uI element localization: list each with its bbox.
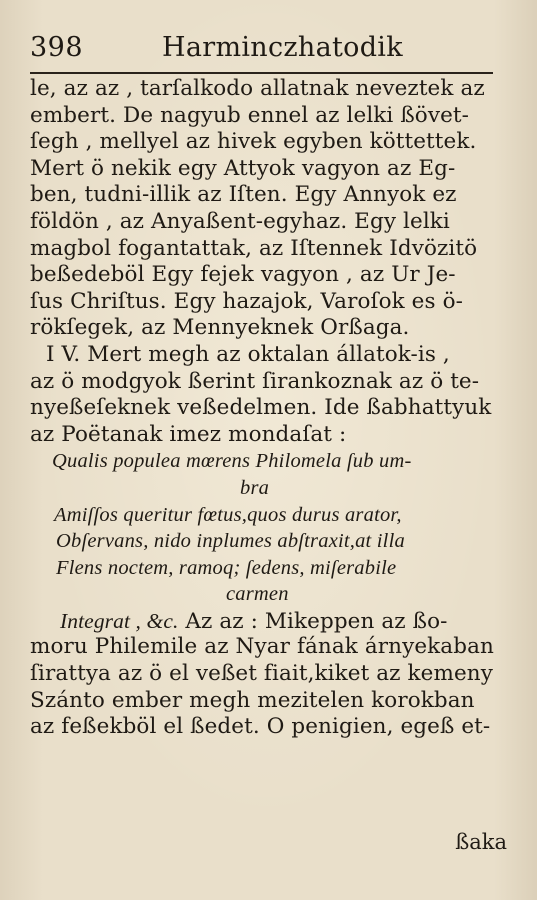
text-line: le, az az , tarſalkodo allatnak neveztek az <box>30 76 485 101</box>
text-run: Az az : Mikeppen az ßo- <box>178 608 448 634</box>
text-line: ſegh , mellyel az hivek egyben köttettek. <box>30 129 477 155</box>
header-rule <box>30 72 493 74</box>
text-line: Szánto ember megh mezitelen korokban <box>30 687 475 713</box>
text-line: ſirattya az ö el veßet fiait,kiket az kemeny <box>30 661 493 687</box>
text-line: az feßekböl el ßedet. O penigien, egeß et- <box>30 714 491 740</box>
text-line: I V. Mert megh az oktalan állatok-is , <box>46 341 450 367</box>
body-text <box>30 76 500 741</box>
text-line: ſus Chriſtus. Egy hazajok, Varoſok es ö- <box>30 288 463 314</box>
text-line: Mert ö nekik egy Attyok vagyon az Eg- <box>30 155 456 181</box>
verse-tag: Integrat , &c. <box>60 608 179 633</box>
verse-line: Amiſſos queritur fœtus,quos durus arator, <box>54 503 402 526</box>
text-line: magbol fogantattak, az Iſtennek Idvözitö <box>30 235 478 261</box>
running-head: Harminczhatodik <box>162 32 403 63</box>
verse-line: bra <box>240 476 270 499</box>
verse-line: Qualis populea mœrens Philomela ſub um- <box>52 450 412 473</box>
catchword: ßaka <box>455 830 507 854</box>
verse-line: Obſervans, nido inplumes abſtraxit,at illa <box>56 530 405 553</box>
text-line: az ö modgyok ßerint ſirankoznak az ö te- <box>30 368 480 394</box>
verse-line: carmen <box>226 583 289 606</box>
verse-line: Flens noctem, ramoq; ſedens, miſerabile <box>56 556 397 579</box>
text-line: moru Philemile az Nyar fának árnyekaban <box>30 634 494 660</box>
text-line: ben, tudni-illik az Iſten. Egy Annyok ez <box>30 182 457 208</box>
text-line: nyeßeſeknek veßedelmen. Ide ßabhattyuk <box>30 395 492 421</box>
text-line: földön , az Anyaßent-egyhaz. Egy lelki <box>30 208 450 234</box>
text-line: rökſegek, az Mennyeknek Orßaga. <box>30 315 410 341</box>
text-line: embert. De nagyub ennel az lelki ßövet- <box>30 102 470 128</box>
text-line <box>30 608 500 635</box>
page-header <box>30 30 493 72</box>
text-line: beßedeböl Egy fejek vagyon , az Ur Je- <box>30 262 456 288</box>
text-line: az Poëtanak imez mondaſat : <box>30 421 347 447</box>
page-number: 398 <box>30 32 84 63</box>
